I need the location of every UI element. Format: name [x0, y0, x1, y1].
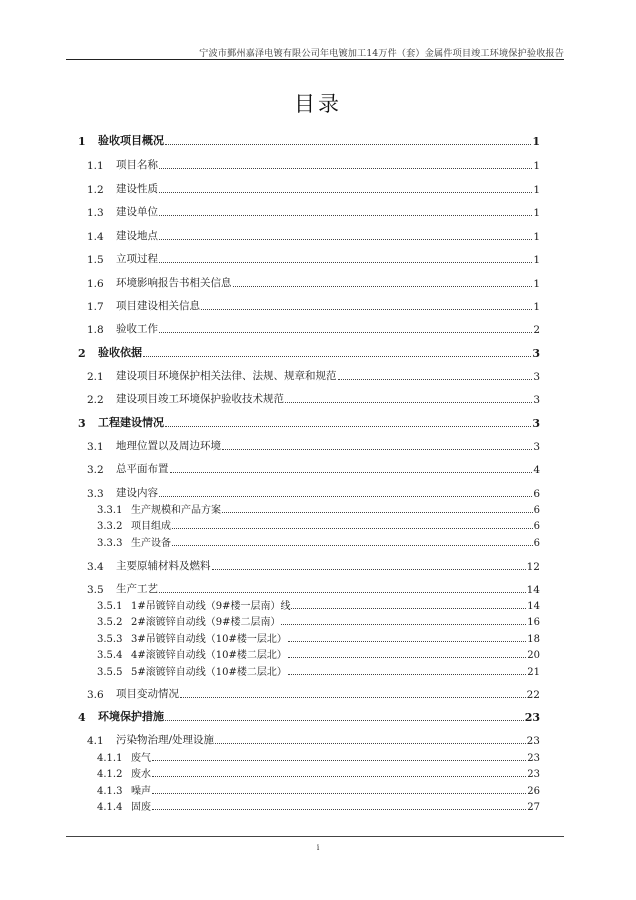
toc-title: 目录 — [294, 92, 342, 116]
toc-entry-title: 项目名称 — [116, 159, 158, 171]
toc-entry-title: 生产工艺 — [116, 583, 158, 595]
toc-entry[interactable] — [78, 344, 540, 360]
toc-entry-page: 23 — [527, 753, 540, 764]
toc-entry-page: 23 — [526, 735, 540, 747]
toc-entry[interactable] — [97, 612, 540, 628]
toc-entry-number: 4.1.3 — [97, 786, 123, 797]
toc-entry-title: 工程建设情况 — [98, 416, 164, 429]
toc-entry-title: 环境影响报告书相关信息 — [116, 277, 232, 289]
toc-entry-title: 噪声 — [131, 786, 151, 797]
toc-entry[interactable] — [97, 533, 540, 549]
toc-entry-number: 3.5.3 — [97, 634, 123, 645]
toc-entry-page: 6 — [533, 488, 540, 500]
toc-leader-dots — [172, 545, 533, 546]
toc-entry[interactable] — [87, 156, 540, 172]
toc-leader-dots — [152, 776, 526, 777]
toc-entry-page: 6 — [533, 538, 540, 549]
toc-leader-dots — [291, 608, 526, 609]
toc-entry-number: 3.2 — [87, 464, 104, 476]
toc-entry-number: 3.3.2 — [97, 521, 123, 532]
toc-leader-dots — [180, 697, 526, 698]
toc-entry[interactable] — [87, 685, 540, 701]
toc-entry[interactable] — [87, 250, 540, 266]
toc-entry-page: 1 — [533, 278, 540, 290]
toc-entry-number: 1.5 — [87, 254, 104, 266]
toc-entry-number: 3.5.5 — [97, 667, 123, 678]
toc-entry-number: 4 — [78, 711, 86, 724]
toc-entry-number: 1.2 — [87, 184, 104, 196]
toc-leader-dots — [288, 657, 526, 658]
toc-entry-title: 4#滚镀锌自动线（10#楼二层北） — [131, 650, 287, 661]
toc-entry[interactable] — [97, 629, 540, 645]
toc-entry[interactable] — [87, 731, 540, 747]
toc-leader-dots — [159, 168, 532, 169]
toc-entry-number: 1 — [78, 135, 86, 148]
toc-entry-number: 3.3.3 — [97, 538, 123, 549]
toc-entry[interactable] — [97, 781, 540, 797]
toc-leader-dots — [159, 496, 532, 497]
toc-leader-dots — [165, 426, 531, 427]
toc-entry[interactable] — [97, 596, 540, 612]
toc-entry-page: 14 — [526, 584, 540, 596]
toc-leader-dots — [288, 674, 526, 675]
toc-entry-page: 2 — [533, 324, 540, 336]
toc-entry-title: 建设地点 — [116, 230, 158, 242]
toc-entry-page: 3 — [532, 417, 540, 430]
toc-entry-page: 21 — [527, 667, 540, 678]
toc-entry-title: 建设性质 — [116, 183, 158, 195]
toc-entry[interactable] — [78, 708, 540, 724]
toc-entry-number: 3.5.2 — [97, 617, 123, 628]
toc-entry-title: 项目变动情况 — [116, 688, 179, 700]
toc-entry[interactable] — [87, 580, 540, 596]
toc-entry-page: 16 — [527, 617, 540, 628]
toc-entry[interactable] — [78, 132, 540, 148]
toc-entry-title: 项目组成 — [131, 521, 171, 532]
page-header: 宁波市鄞州嘉泽电镀有限公司年电镀加工14万件（套）金属件项目竣工环境保护验收报告 — [199, 48, 564, 59]
toc-entry[interactable] — [87, 180, 540, 196]
toc-leader-dots — [338, 379, 533, 380]
toc-entry-number: 3.3 — [87, 488, 104, 500]
toc-entry-title: 地理位置以及周边环境 — [116, 440, 221, 452]
toc-entry-number: 3.3.1 — [97, 505, 123, 516]
toc-entry[interactable] — [97, 516, 540, 532]
toc-entry[interactable] — [87, 203, 540, 219]
page-number: i — [316, 843, 320, 852]
toc-entry-title: 建设单位 — [116, 206, 158, 218]
toc-entry-title: 废气 — [131, 753, 151, 764]
footer-rule — [66, 836, 564, 837]
toc-entry-title: 废水 — [131, 769, 151, 780]
toc-leader-dots — [165, 720, 524, 721]
toc-entry-page: 6 — [533, 505, 540, 516]
toc-entry[interactable] — [87, 437, 540, 453]
toc-leader-dots — [285, 402, 532, 403]
toc-entry-number: 1.1 — [87, 160, 104, 172]
toc-entry[interactable] — [97, 764, 540, 780]
toc-entry-page: 18 — [527, 634, 540, 645]
toc-leader-dots — [222, 449, 532, 450]
toc-leader-dots — [159, 262, 532, 263]
toc-leader-dots — [281, 624, 526, 625]
toc-entry-number: 1.7 — [87, 301, 104, 313]
toc-entry-title: 生产规模和产品方案 — [131, 505, 221, 516]
toc-entry-title: 验收工作 — [116, 323, 158, 335]
toc-entry[interactable] — [87, 274, 540, 290]
toc-entry-title: 主要原辅材料及燃料 — [116, 560, 211, 572]
toc-entry-title: 5#滚镀锌自动线（10#楼二层北） — [131, 667, 287, 678]
toc-entry[interactable] — [87, 557, 540, 573]
toc-leader-dots — [159, 592, 526, 593]
toc-entry[interactable] — [87, 390, 540, 406]
toc-entry-title: 生产设备 — [131, 538, 171, 549]
toc-leader-dots — [159, 239, 532, 240]
toc-entry-number: 1.8 — [87, 324, 104, 336]
toc-entry[interactable] — [87, 227, 540, 243]
toc-entry-number: 3.4 — [87, 561, 104, 573]
toc-leader-dots — [222, 512, 533, 513]
toc-entry-page: 1 — [533, 231, 540, 243]
toc-entry-page: 23 — [524, 711, 540, 724]
toc-entry-page: 1 — [533, 207, 540, 219]
toc-entry-page: 1 — [533, 254, 540, 266]
toc-entry-number: 4.1 — [87, 735, 104, 747]
toc-entry[interactable] — [97, 748, 540, 764]
toc-entry-number: 2.2 — [87, 394, 104, 406]
toc-entry-number: 3.6 — [87, 689, 104, 701]
toc-leader-dots — [172, 528, 533, 529]
toc-entry-page: 1 — [533, 160, 540, 172]
toc-leader-dots — [201, 309, 532, 310]
toc-entry-title: 污染物治理/处理设施 — [116, 734, 215, 746]
toc-entry-page: 27 — [527, 802, 540, 813]
toc-entry-title: 验收项目概况 — [98, 134, 164, 147]
toc-entry-number: 1.6 — [87, 278, 104, 290]
toc-entry-number: 3 — [78, 417, 86, 430]
toc-leader-dots — [152, 760, 526, 761]
toc-leader-dots — [165, 144, 531, 145]
toc-entry-number: 3.1 — [87, 441, 104, 453]
toc-entry[interactable] — [78, 414, 540, 430]
toc-entry-number: 4.1.2 — [97, 769, 123, 780]
toc-entry-page: 3 — [533, 371, 540, 383]
toc-entry-page: 23 — [527, 769, 540, 780]
toc-entry[interactable] — [87, 320, 540, 336]
toc-entry[interactable] — [97, 645, 540, 661]
toc-entry-title: 建设项目竣工环境保护验收技术规范 — [116, 393, 284, 405]
toc-entry-title: 环境保护措施 — [98, 710, 164, 723]
toc-entry-title: 建设项目环境保护相关法律、法规、规章和规范 — [116, 370, 337, 382]
toc-leader-dots — [152, 793, 526, 794]
toc-entry-number: 2.1 — [87, 371, 104, 383]
toc-leader-dots — [159, 192, 532, 193]
toc-entry-number: 3.5 — [87, 584, 104, 596]
toc-leader-dots — [212, 569, 526, 570]
toc-entry[interactable] — [97, 500, 540, 516]
toc-entry-title: 建设内容 — [116, 487, 158, 499]
toc-leader-dots — [143, 356, 531, 357]
toc-entry-page: 1 — [533, 184, 540, 196]
toc-entry-page: 26 — [527, 786, 540, 797]
toc-entry[interactable] — [87, 297, 540, 313]
toc-entry-page: 3 — [533, 394, 540, 406]
toc-leader-dots — [159, 215, 532, 216]
toc-entry-number: 4.1.1 — [97, 753, 123, 764]
toc-entry-title: 验收依据 — [98, 346, 142, 359]
toc-leader-dots — [288, 641, 526, 642]
toc-entry-page: 3 — [533, 441, 540, 453]
toc-leader-dots — [170, 472, 533, 473]
toc-entry-page: 20 — [527, 650, 540, 661]
toc-entry-page: 14 — [527, 601, 540, 612]
toc-entry-number: 1.4 — [87, 231, 104, 243]
toc-entry[interactable] — [87, 484, 540, 500]
toc-entry-page: 1 — [532, 135, 540, 148]
toc-entry[interactable] — [97, 662, 540, 678]
toc-entry-page: 6 — [533, 521, 540, 532]
toc-entry-title: 2#滚镀锌自动线（9#楼二层南） — [131, 617, 281, 628]
toc-entry[interactable] — [87, 367, 540, 383]
toc-entry-number: 3.5.1 — [97, 601, 123, 612]
toc-entry-page: 1 — [533, 301, 540, 313]
toc-entry-number: 3.5.4 — [97, 650, 123, 661]
toc-entry-page: 3 — [532, 347, 540, 360]
toc-leader-dots — [159, 332, 532, 333]
toc-leader-dots — [152, 809, 526, 810]
toc-entry-title: 3#吊镀锌自动线（10#楼一层北） — [131, 634, 287, 645]
toc-entry[interactable] — [97, 797, 540, 813]
toc-entry-title: 项目建设相关信息 — [116, 300, 200, 312]
toc-entry-title: 固废 — [131, 802, 151, 813]
toc-leader-dots — [215, 743, 526, 744]
toc-entry[interactable] — [87, 460, 540, 476]
toc-entry-title: 1#吊镀锌自动线（9#楼一层南）线 — [131, 601, 291, 612]
toc-entry-page: 22 — [526, 689, 540, 701]
toc-leader-dots — [233, 286, 533, 287]
toc-entry-number: 2 — [78, 347, 86, 360]
toc-entry-title: 总平面布置 — [116, 463, 169, 475]
toc-entry-page: 4 — [533, 464, 540, 476]
toc-entry-number: 4.1.4 — [97, 802, 123, 813]
toc-entry-number: 1.3 — [87, 207, 104, 219]
toc-entry-page: 12 — [526, 561, 540, 573]
toc-entry-title: 立项过程 — [116, 253, 158, 265]
